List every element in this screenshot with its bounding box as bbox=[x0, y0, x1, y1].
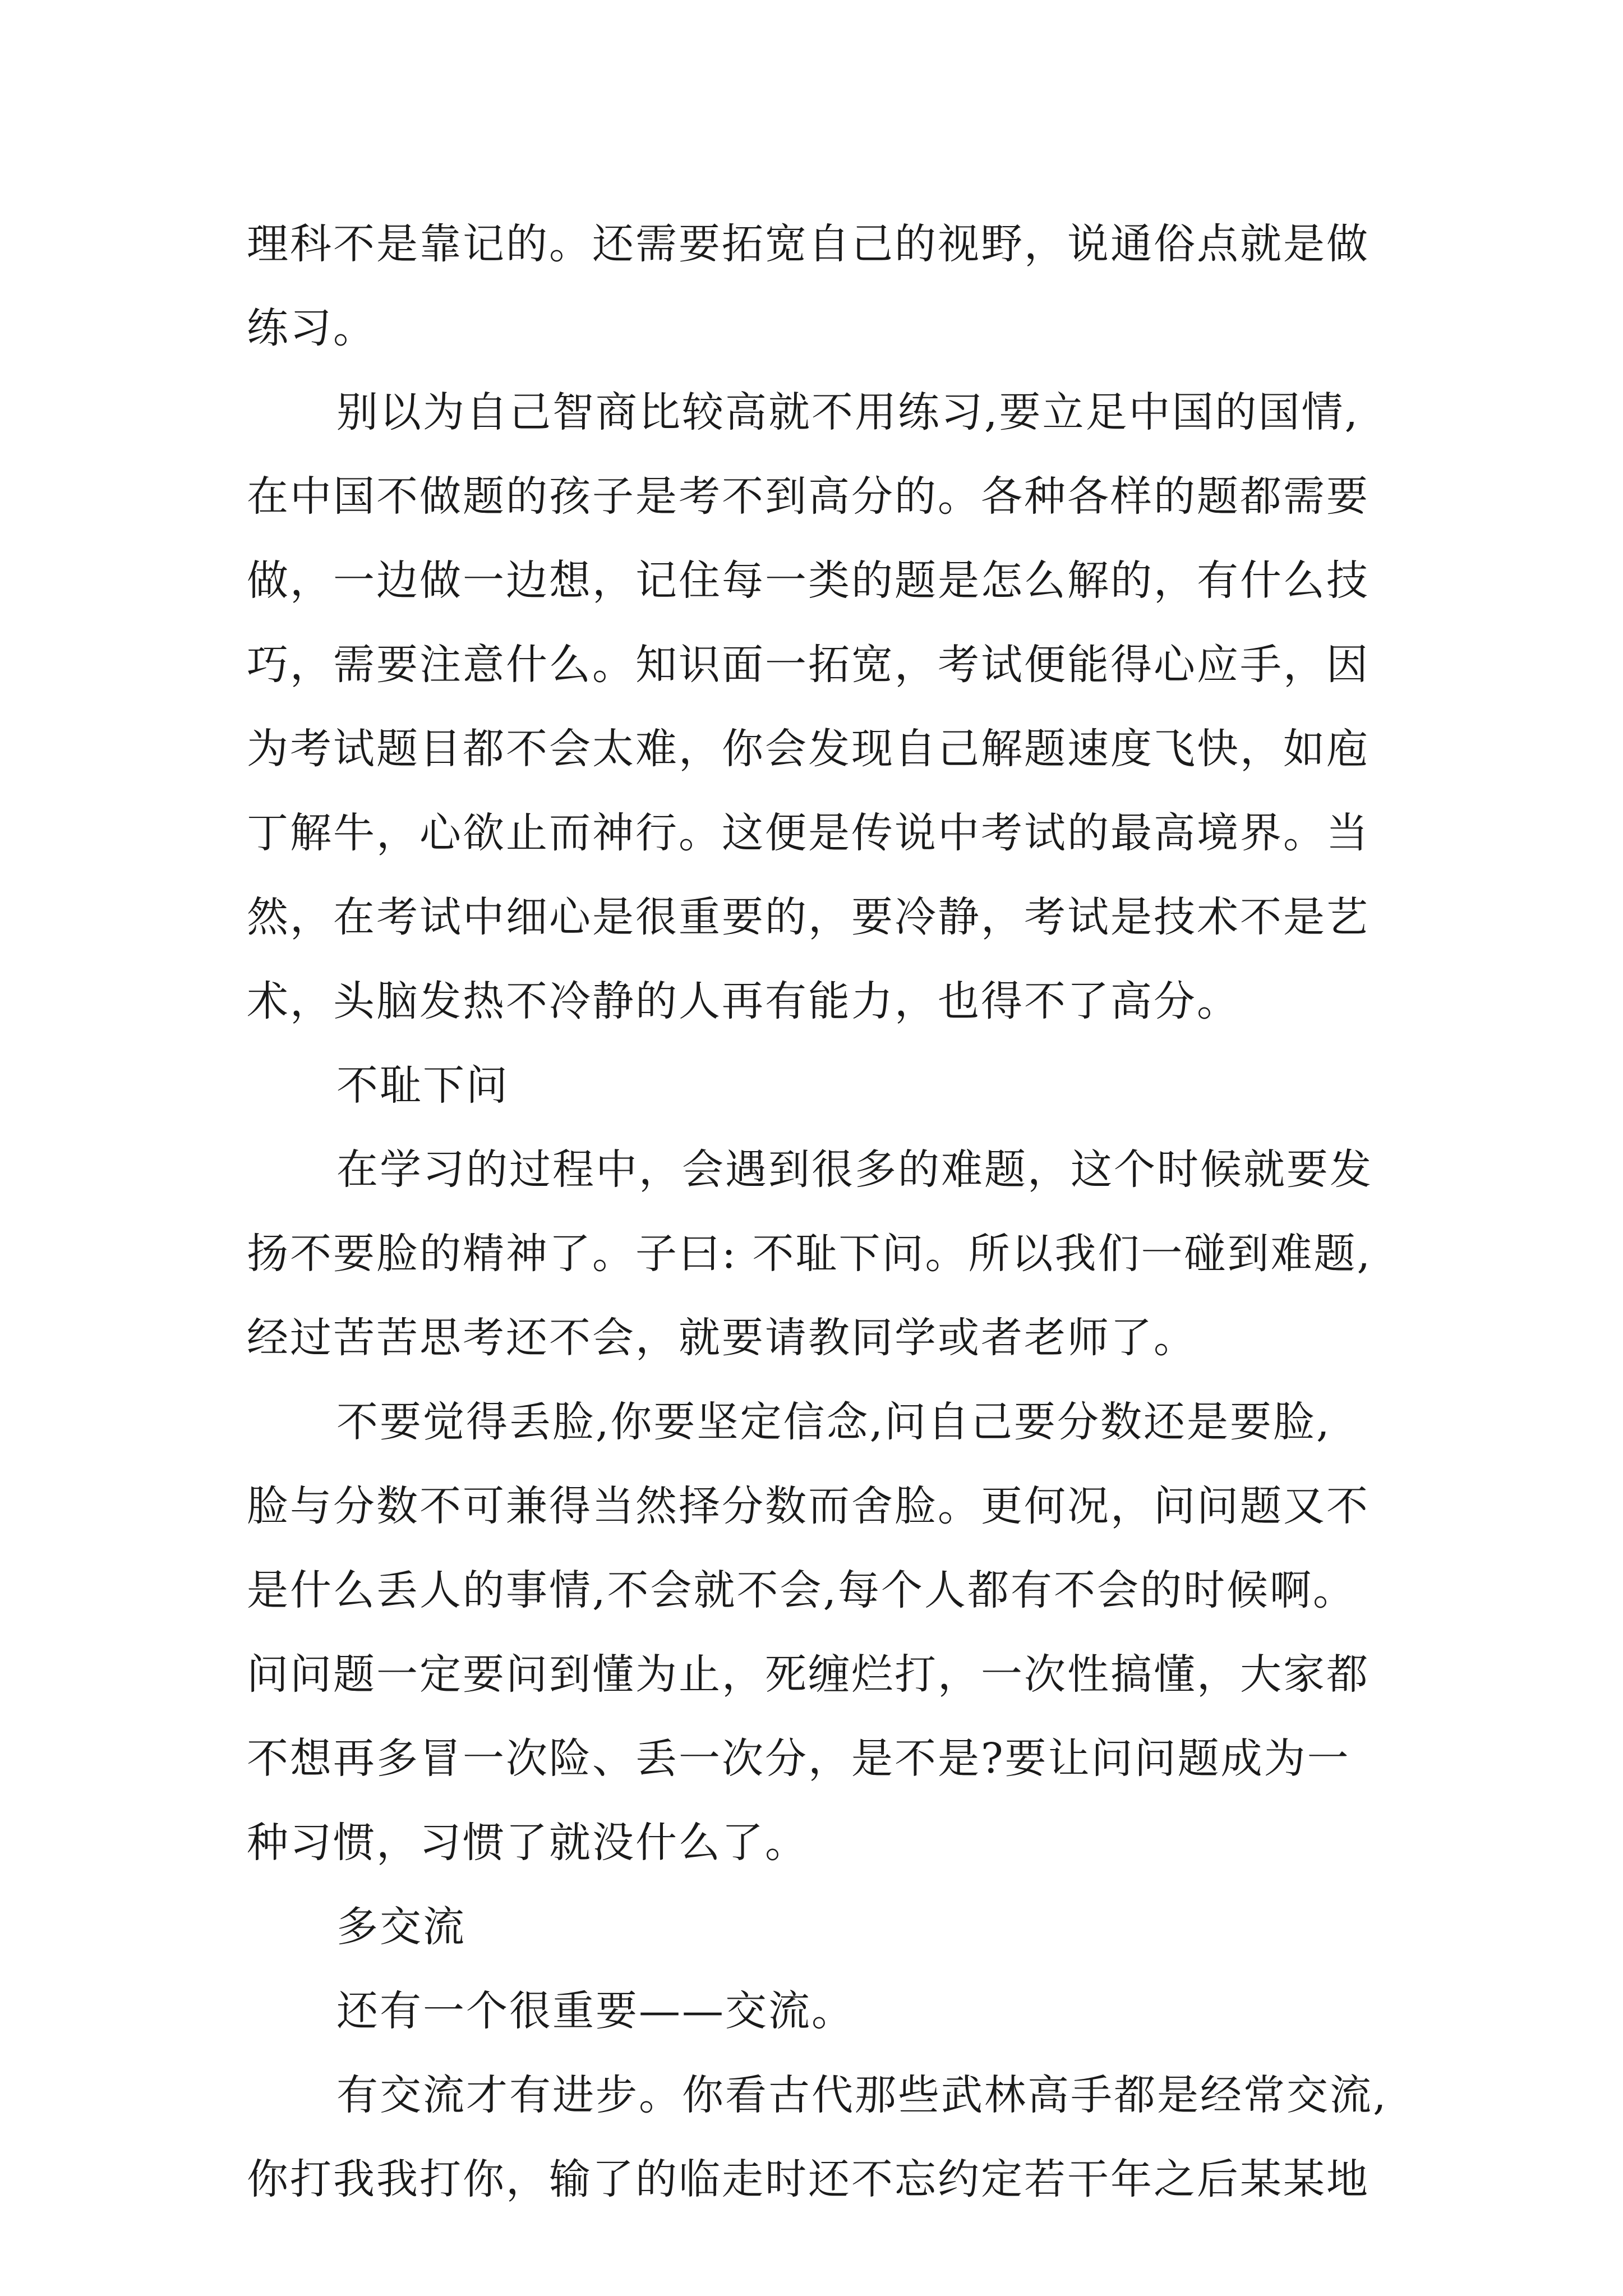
paragraph-start-line: 别以为自己智商比较高就不用练习,要立足中国的国情, bbox=[336, 388, 1360, 436]
paragraph-start-line: 在学习的过程中，会遇到很多的难题，这个时候就要发 bbox=[336, 1145, 1373, 1194]
text-line: 问问题一定要问到懂为止，死缠烂打，一次性搞懂，大家都 bbox=[247, 1650, 1370, 1699]
text-line: 不想再多冒一次险、丢一次分，是不是?要让问问题成为一 bbox=[247, 1734, 1350, 1783]
text-line: 术，头脑发热不冷静的人再有能力，也得不了高分。 bbox=[247, 977, 1240, 1025]
text-line: 巧，需要注意什么。知识面一拓宽，考试便能得心应手，因 bbox=[247, 641, 1370, 689]
text-line: 脸与分数不可兼得当然择分数而舍脸。更何况，问问题又不 bbox=[247, 1482, 1370, 1530]
paragraph-start-line: 不要觉得丢脸,你要坚定信念,问自己要分数还是要脸, bbox=[336, 1398, 1331, 1446]
text-line: 经过苦苦思考还不会，就要请教同学或者老师了。 bbox=[247, 1314, 1197, 1362]
text-line: 你打我我打你，输了的临走时还不忘约定若干年之后某某地 bbox=[247, 2155, 1370, 2203]
text-line: 理科不是靠记的。还需要拓宽自己的视野，说通俗点就是做 bbox=[247, 220, 1370, 268]
paragraph-start-line: 有交流才有进步。你看古代那些武林高手都是经常交流, bbox=[336, 2071, 1388, 2119]
paragraph-start-line: 还有一个很重要——交流。 bbox=[336, 1987, 855, 2035]
section-heading: 多交流 bbox=[336, 1903, 466, 1951]
text-line: 在中国不做题的孩子是考不到高分的。各种各样的题都需要 bbox=[247, 472, 1370, 521]
text-line: 然，在考试中细心是很重要的，要冷静，考试是技术不是艺 bbox=[247, 893, 1370, 941]
text-line: 是什么丢人的事情,不会就不会,每个人都有不会的时候啊。 bbox=[247, 1566, 1357, 1614]
section-heading: 不耻下问 bbox=[336, 1061, 509, 1110]
text-line: 做，一边做一边想，记住每一类的题是怎么解的，有什么技 bbox=[247, 556, 1370, 605]
text-line: 练习。 bbox=[247, 304, 376, 352]
text-line: 种习惯，习惯了就没什么了。 bbox=[247, 1819, 808, 1867]
text-line: 扬不要脸的精神了。子曰: 不耻下问。所以我们一碰到难题, bbox=[247, 1230, 1372, 1278]
text-line: 丁解牛，心欲止而神行。这便是传说中考试的最高境界。当 bbox=[247, 809, 1370, 857]
body-text bbox=[247, 202, 1447, 2221]
text-line: 为考试题目都不会太难，你会发现自己解题速度飞快，如庖 bbox=[247, 725, 1370, 773]
